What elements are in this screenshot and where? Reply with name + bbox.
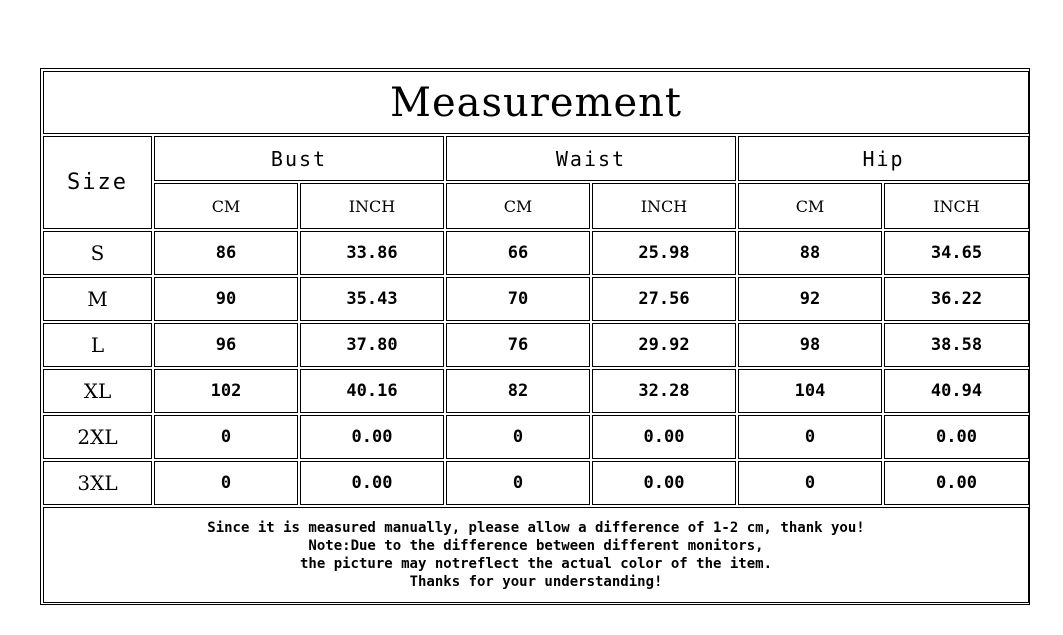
table-cell: 0 — [738, 415, 882, 459]
table-cell: 0 — [446, 415, 590, 459]
size-label-2xl: 2XL — [43, 415, 152, 459]
table-cell: 29.92 — [592, 323, 736, 367]
table-cell: 0.00 — [884, 415, 1029, 459]
size-label-xl: XL — [43, 369, 152, 413]
table-cell: 86 — [154, 231, 298, 275]
table-cell: 0.00 — [300, 415, 444, 459]
table-cell: 25.98 — [592, 231, 736, 275]
table-cell: 66 — [446, 231, 590, 275]
unit-header-waist-cm: CM — [446, 183, 590, 229]
unit-header-hip-cm: CM — [738, 183, 882, 229]
table-cell: 0 — [154, 461, 298, 505]
table-cell: 76 — [446, 323, 590, 367]
note-line: Since it is measured manually, please allow a difference of 1-2 cm, thank you! — [207, 520, 865, 536]
table-cell: 40.16 — [300, 369, 444, 413]
table-cell: 90 — [154, 277, 298, 321]
table-cell: 37.80 — [300, 323, 444, 367]
unit-header-hip-inch: INCH — [884, 183, 1029, 229]
note-line: Thanks for your understanding! — [409, 574, 663, 590]
table-cell: 98 — [738, 323, 882, 367]
group-header-hip: Hip — [738, 136, 1029, 181]
table-cell: 0 — [154, 415, 298, 459]
unit-header-bust-inch: INCH — [300, 183, 444, 229]
size-column-header: Size — [43, 136, 152, 229]
table-cell: 92 — [738, 277, 882, 321]
table-cell: 70 — [446, 277, 590, 321]
table-cell: 0 — [738, 461, 882, 505]
table-cell: 88 — [738, 231, 882, 275]
notes-panel — [43, 507, 1029, 603]
size-label-3xl: 3XL — [43, 461, 152, 505]
table-cell: 34.65 — [884, 231, 1029, 275]
table-cell: 96 — [154, 323, 298, 367]
table-cell: 0.00 — [592, 461, 736, 505]
table-cell: 0.00 — [300, 461, 444, 505]
measurement-table — [40, 68, 1030, 605]
note-line: the picture may notreflect the actual color of the item. — [299, 556, 772, 572]
size-label-s: S — [43, 231, 152, 275]
note-line: Note:Due to the difference between different monitors, — [308, 538, 764, 554]
size-label-m: M — [43, 277, 152, 321]
table-title: Measurement — [43, 71, 1029, 134]
table-cell: 32.28 — [592, 369, 736, 413]
unit-header-bust-cm: CM — [154, 183, 298, 229]
table-cell: 36.22 — [884, 277, 1029, 321]
table-cell: 82 — [446, 369, 590, 413]
table-cell: 0.00 — [884, 461, 1029, 505]
table-cell: 27.56 — [592, 277, 736, 321]
unit-header-waist-inch: INCH — [592, 183, 736, 229]
size-label-l: L — [43, 323, 152, 367]
table-cell: 104 — [738, 369, 882, 413]
table-cell: 0.00 — [592, 415, 736, 459]
table-cell: 35.43 — [300, 277, 444, 321]
table-cell: 40.94 — [884, 369, 1029, 413]
group-header-waist: Waist — [446, 136, 736, 181]
group-header-bust: Bust — [154, 136, 444, 181]
table-cell: 102 — [154, 369, 298, 413]
table-cell: 38.58 — [884, 323, 1029, 367]
table-cell: 0 — [446, 461, 590, 505]
table-cell: 33.86 — [300, 231, 444, 275]
